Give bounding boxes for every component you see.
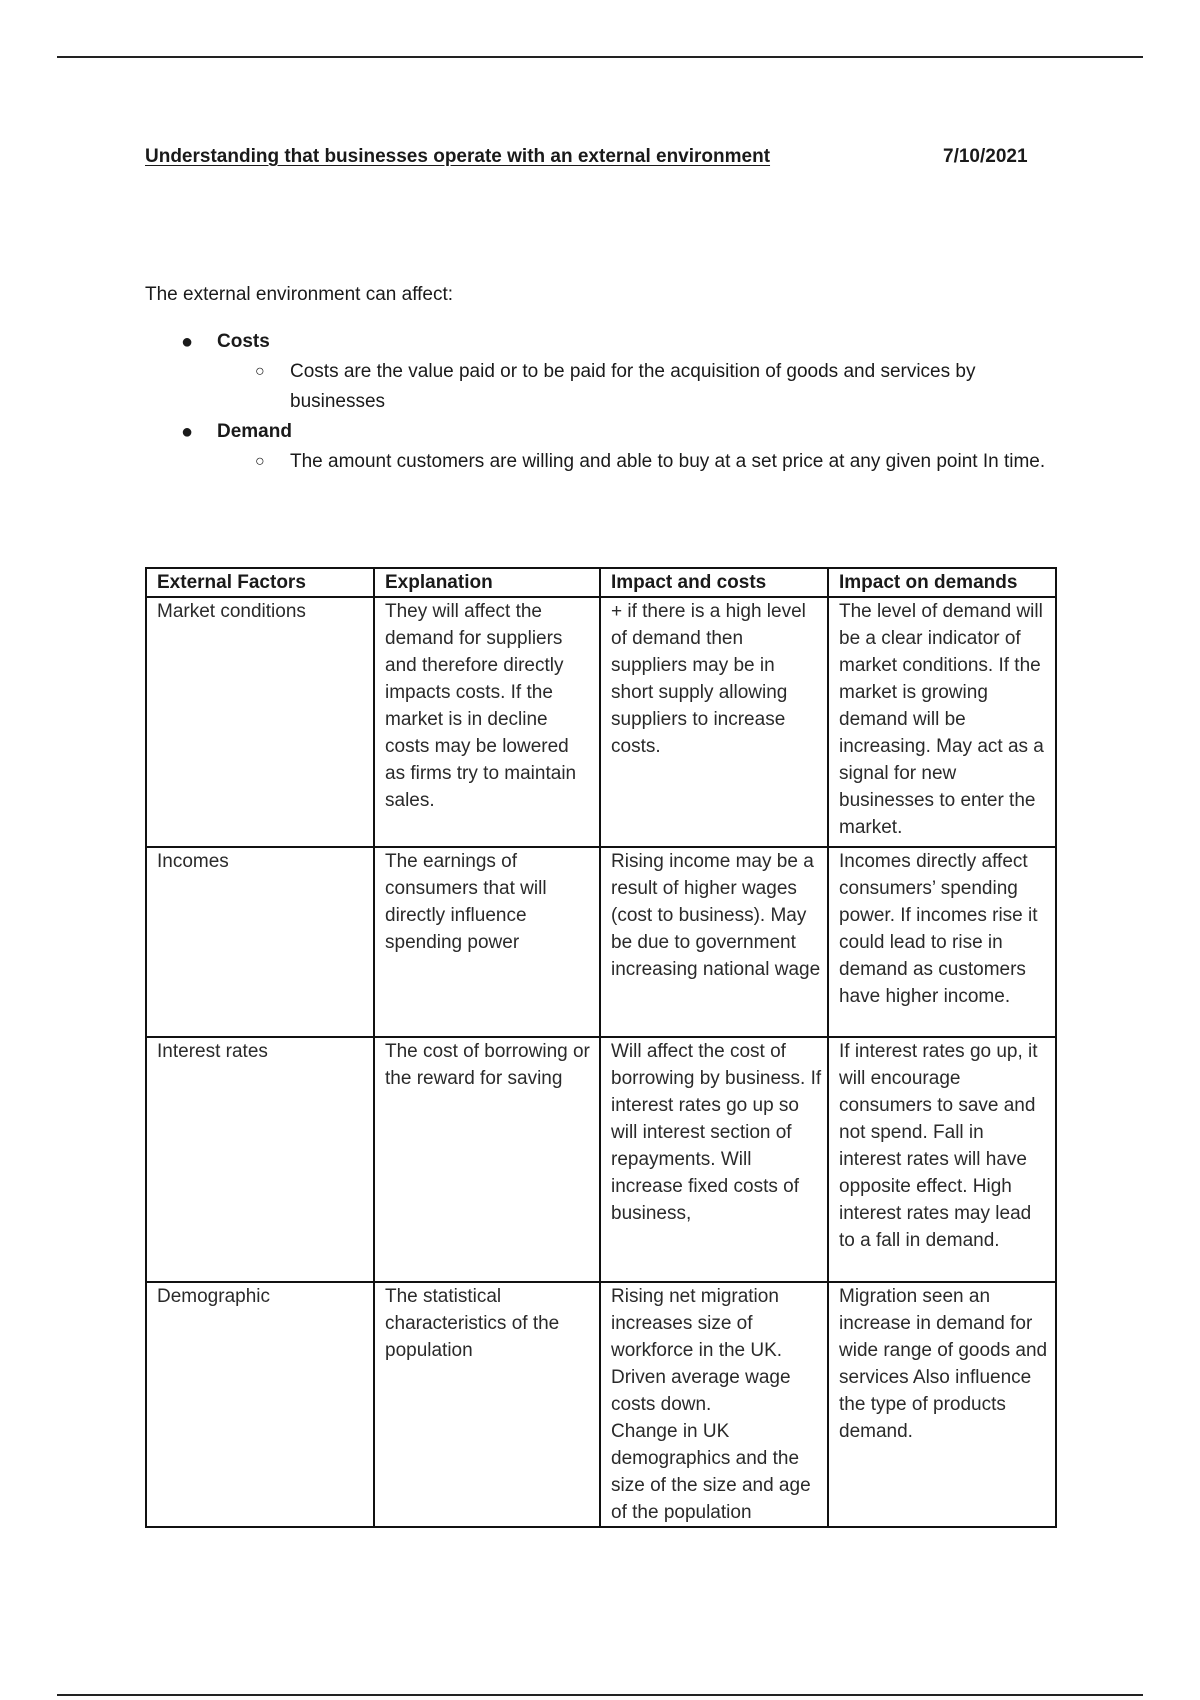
document-title: Understanding that businesses operate with an external environment — [145, 146, 771, 167]
sub-bullet-item-costs-definition — [145, 357, 1055, 417]
column-header: Impact and costs — [600, 568, 828, 597]
table-cell-demand — [828, 1282, 1056, 1527]
table-cell-explanation — [374, 1037, 600, 1282]
cell-text: Migration seen an increase in demand for wide range of goods and services Also influence the type of products demand. — [839, 1286, 1048, 1442]
cell-text: The level of demand will be a clear indicator of market conditions. If the market is growing demand will be increasing. May act as a signal for new businesses to enter the market. — [839, 601, 1044, 838]
table-cell-factor — [146, 597, 374, 847]
cell-text: Market conditions — [157, 601, 306, 622]
table-row — [146, 1282, 1056, 1527]
cell-text: The statistical characteristics of the population — [385, 1286, 560, 1361]
cell-text: If interest rates go up, it will encourage consumers to save and not spend. Fall in interest rates will have opposite effect. High interest rates may lead to a fall in demand. — [839, 1041, 1038, 1251]
table-cell-explanation — [374, 847, 600, 1037]
sub-bullet-text: Costs are the value paid or to be paid for the acquisition of goods and services by businesses — [290, 361, 976, 412]
table-row — [146, 1037, 1056, 1282]
table-cell-demand — [828, 1037, 1056, 1282]
sub-bullet-item-demand-definition — [145, 447, 1055, 477]
bullet-circle-icon: ○ — [255, 363, 265, 380]
table-cell-costs — [600, 1037, 828, 1282]
bullet-dot-icon: ● — [181, 421, 194, 443]
table-cell-costs — [600, 847, 828, 1037]
table-cell-explanation — [374, 597, 600, 847]
external-factors-table — [145, 567, 1057, 1528]
bullet-list — [145, 327, 1055, 477]
sub-bullet-text: The amount customers are willing and able to buy at a set price at any given point In time. — [290, 451, 1046, 472]
cell-text: The earnings of consumers that will directly influence spending power — [385, 851, 547, 953]
bullet-term: Demand — [217, 421, 292, 442]
table-cell-demand — [828, 847, 1056, 1037]
cell-text: They will affect the demand for suppliers and therefore directly impacts costs. If the market is in decline costs may be lowered as firms try to maintain sales. — [385, 601, 577, 811]
cell-text: Rising income may be a result of higher wages (cost to business). May be due to government increasing national wage — [611, 851, 821, 980]
bullet-item-demand — [145, 417, 1055, 447]
table-cell-costs — [600, 597, 828, 847]
column-header: External Factors — [146, 568, 374, 597]
bullet-item-costs — [145, 327, 1055, 357]
cell-text: Incomes — [157, 851, 229, 872]
document-date: 7/10/2021 — [943, 146, 1028, 167]
cell-text: The cost of borrowing or the reward for saving — [385, 1041, 590, 1089]
table-row — [146, 597, 1056, 847]
table-row — [146, 847, 1056, 1037]
cell-text: Rising net migration increases size of workforce in the UK. Driven average wage costs down. Change in UK demographics and the size of the size and age of the population — [611, 1286, 811, 1523]
table-cell-costs — [600, 1282, 828, 1527]
cell-text: Demographic — [157, 1286, 270, 1307]
table-header-row — [146, 568, 1056, 597]
cell-text: Will affect the cost of borrowing by business. If interest rates go up so will interest section of repayments. Will increase fixed costs of business, — [611, 1041, 822, 1224]
bullet-circle-icon: ○ — [255, 453, 265, 470]
column-header: Explanation — [374, 568, 600, 597]
column-header: Impact on demands — [828, 568, 1056, 597]
table-cell-factor — [146, 847, 374, 1037]
table-cell-explanation — [374, 1282, 600, 1527]
top-rule — [57, 56, 1143, 58]
bullet-term: Costs — [217, 331, 270, 352]
table-cell-factor — [146, 1282, 374, 1527]
table-cell-demand — [828, 597, 1056, 847]
bullet-dot-icon: ● — [181, 331, 194, 353]
bottom-rule — [57, 1694, 1143, 1696]
intro-text: The external environment can affect: — [145, 284, 454, 305]
cell-text: Interest rates — [157, 1041, 268, 1062]
table-cell-factor — [146, 1037, 374, 1282]
cell-text: Incomes directly affect consumers’ spending power. If incomes rise it could lead to rise in demand as customers have higher income. — [839, 851, 1038, 1007]
cell-text: + if there is a high level of demand then suppliers may be in short supply allowing suppliers to increase costs. — [611, 601, 806, 757]
